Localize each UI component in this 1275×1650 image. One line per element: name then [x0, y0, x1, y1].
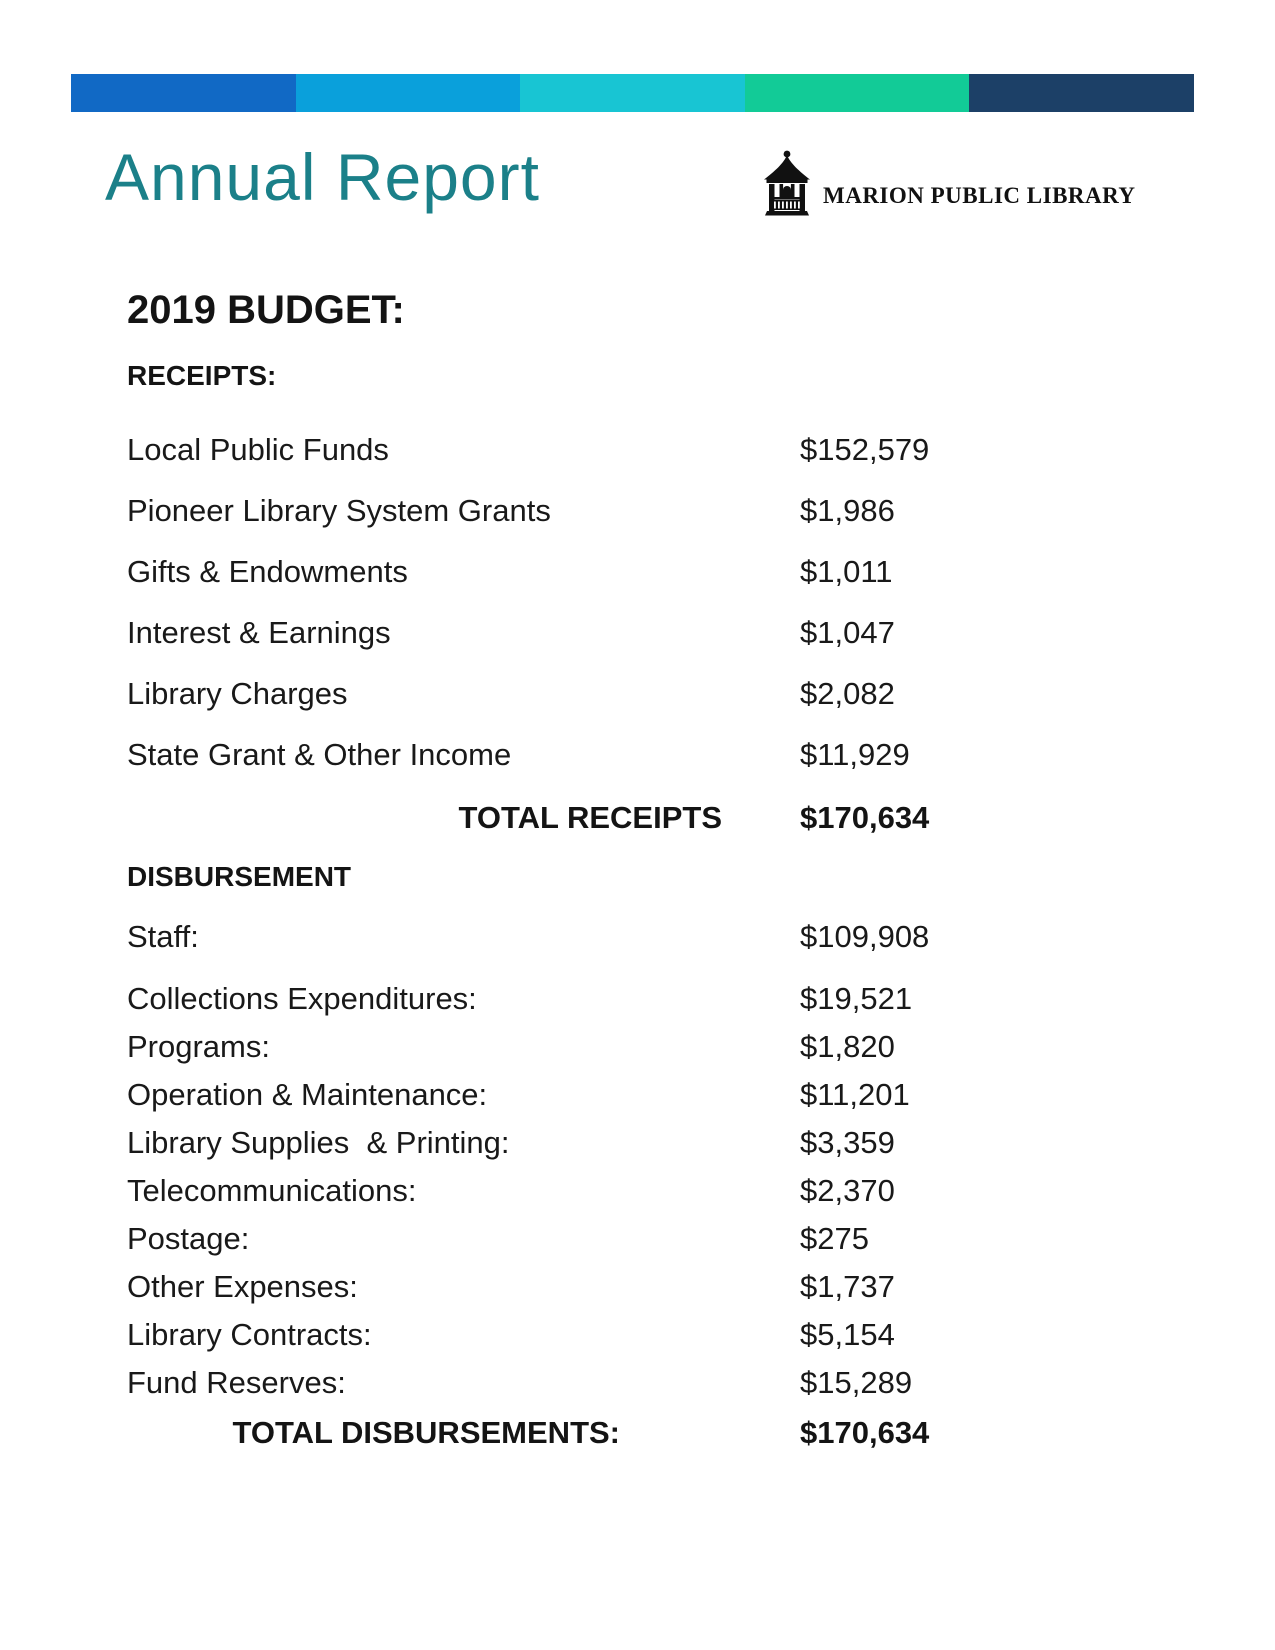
row-label: Fund Reserves:	[127, 1365, 346, 1400]
row-label: Pioneer Library System Grants	[127, 493, 551, 528]
row-label: Operation & Maintenance:	[127, 1077, 488, 1112]
row-amount: $1,820	[800, 1029, 895, 1064]
row-label: Library Charges	[127, 676, 348, 711]
budget-row	[127, 724, 1087, 785]
library-logo	[760, 150, 1136, 216]
row-amount: $2,082	[800, 676, 895, 711]
row-label: Library Contracts:	[127, 1317, 372, 1352]
budget-row	[127, 1359, 1087, 1407]
accent-bar-segment	[745, 74, 970, 112]
row-amount: $15,289	[800, 1365, 913, 1400]
row-label: Local Public Funds	[127, 432, 389, 467]
row-label: Library Supplies & Printing:	[127, 1125, 510, 1160]
row-label: Postage:	[127, 1221, 250, 1256]
budget-row	[127, 975, 1087, 1023]
row-amount: $5,154	[800, 1317, 895, 1352]
budget-row	[127, 480, 1087, 541]
budget-row	[127, 419, 1087, 480]
budget-row	[127, 906, 1087, 967]
accent-bar-segment	[296, 74, 521, 112]
staff-row-wrap	[127, 906, 1087, 967]
row-label: Staff:	[127, 919, 199, 954]
row-amount: $152,579	[800, 432, 930, 467]
row-label: Gifts & Endowments	[127, 554, 408, 589]
row-amount: $1,986	[800, 493, 895, 528]
budget-row	[127, 1119, 1087, 1167]
row-amount: $19,521	[800, 981, 913, 1016]
row-label: Other Expenses:	[127, 1269, 358, 1304]
budget-heading: 2019 BUDGET:	[127, 288, 405, 332]
accent-bar-segment	[969, 74, 1194, 112]
accent-color-bar	[71, 74, 1194, 112]
total-receipts-label: TOTAL RECEIPTS	[458, 800, 722, 835]
budget-row	[127, 1263, 1087, 1311]
row-label: Collections Expenditures:	[127, 981, 477, 1016]
budget-row	[127, 1215, 1087, 1263]
budget-row	[127, 602, 1087, 663]
row-amount: $275	[800, 1221, 869, 1256]
row-amount: $109,908	[800, 919, 930, 954]
row-label: Interest & Earnings	[127, 615, 391, 650]
disbursement-rows	[127, 975, 1087, 1407]
row-amount: $3,359	[800, 1125, 895, 1160]
total-disbursements-label: TOTAL DISBURSEMENTS:	[232, 1415, 620, 1450]
row-amount: $11,201	[800, 1077, 910, 1112]
budget-row	[127, 541, 1087, 602]
row-label: Programs:	[127, 1029, 270, 1064]
row-amount: $1,737	[800, 1269, 895, 1304]
row-label: Telecommunications:	[127, 1173, 417, 1208]
accent-bar-segment	[71, 74, 296, 112]
budget-row	[127, 1311, 1087, 1359]
row-amount: $11,929	[800, 737, 910, 772]
budget-row	[127, 1167, 1087, 1215]
row-label: State Grant & Other Income	[127, 737, 512, 772]
row-amount: $1,011	[800, 554, 893, 589]
total-disbursements-row	[127, 1407, 1087, 1459]
library-name: MARION PUBLIC LIBRARY	[823, 183, 1136, 208]
row-amount: $2,370	[800, 1173, 895, 1208]
total-disbursements-amount: $170,634	[800, 1415, 930, 1450]
budget-row	[127, 1071, 1087, 1119]
page-title: Annual Report	[105, 140, 540, 214]
accent-bar-segment	[520, 74, 745, 112]
receipts-rows	[127, 419, 1087, 785]
total-receipts-amount: $170,634	[800, 800, 930, 835]
disbursement-heading: DISBURSEMENT	[127, 861, 352, 892]
row-amount: $1,047	[800, 615, 895, 650]
receipts-heading: RECEIPTS:	[127, 360, 277, 391]
budget-row	[127, 1023, 1087, 1071]
budget-row	[127, 663, 1087, 724]
total-receipts-row	[127, 785, 1087, 851]
gazebo-icon	[760, 150, 814, 216]
